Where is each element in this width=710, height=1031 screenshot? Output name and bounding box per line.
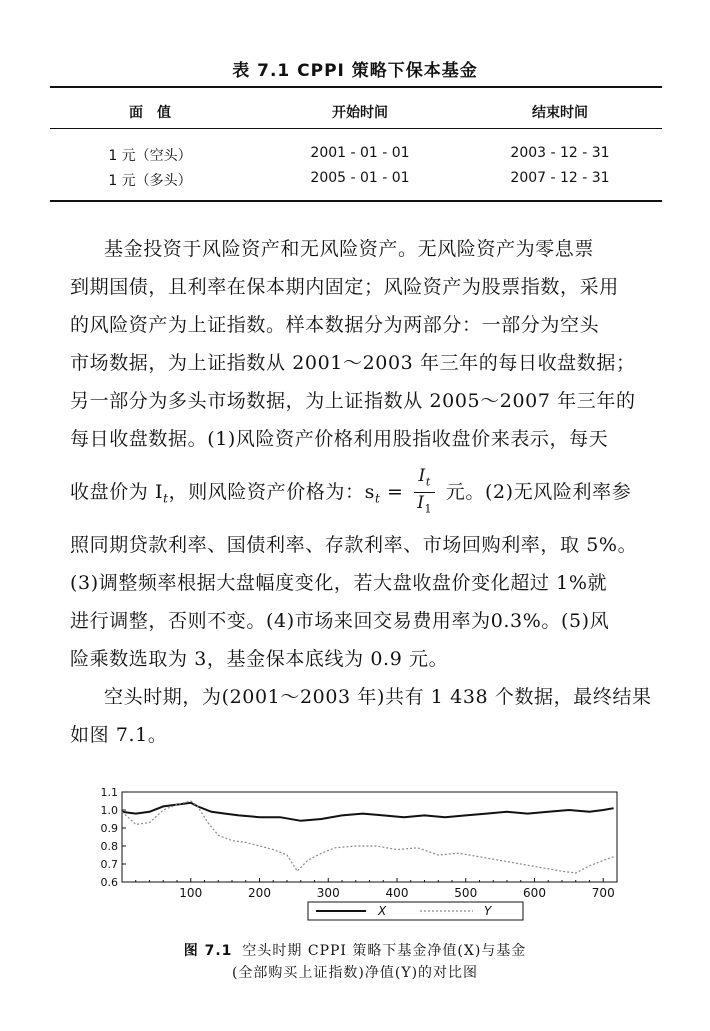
- line7-eq: =: [380, 480, 411, 503]
- y-tick-label: 0.7: [100, 858, 118, 871]
- cell-r1-start: 2001 - 01 - 01: [310, 145, 410, 161]
- y-tick-label: 1.1: [100, 786, 118, 799]
- header-start-time: 开始时间: [332, 105, 388, 121]
- x-tick-label: 400: [385, 886, 409, 900]
- para-line-4: 市场数据，为上证指数从 2001～2003 年三年的每日收盘数据；: [70, 352, 636, 374]
- x-tick-label: 600: [523, 886, 546, 900]
- para-line-11: 险乘数选取为 3，基金保本底线为 0.9 元。: [70, 648, 449, 670]
- series-line-x: [122, 803, 614, 821]
- para-line-10: 进行调整，否则不变。(4)市场来回交易费用率为0.3%。(5)风: [70, 610, 610, 632]
- frac-denominator: I: [417, 493, 425, 514]
- figure-caption-text1: 空头时期 CPPI 策略下基金净值(X)与基金: [242, 943, 527, 959]
- frac-num-sub: t: [425, 475, 431, 489]
- para-line-7: [70, 466, 662, 520]
- cell-r1-face: 1 元（空头）: [108, 148, 192, 164]
- header-face-value: 面 值: [129, 105, 171, 121]
- x-tick-label: 200: [248, 886, 271, 900]
- para-line-8: 照同期贷款利率、国债利率、存款利率、市场回购利率，取 5%。: [70, 534, 638, 556]
- table-top-rule: [50, 86, 662, 88]
- x-tick-label: 300: [316, 886, 340, 900]
- para-line-1: 基金投资于风险资产和无风险资产。无风险资产为零息票: [104, 238, 595, 260]
- y-tick-label: 0.8: [100, 840, 118, 853]
- x-tick-label: 500: [454, 886, 478, 900]
- cppi-chart: [80, 780, 640, 925]
- line7-sub-t2: t: [374, 491, 381, 506]
- para-line-5: 另一部分为多头市场数据，为上证指数从 2005～2007 年三年的: [70, 390, 636, 412]
- para-line-3: 的风险资产为上证指数。样本数据分为两部分：一部分为空头: [70, 314, 600, 336]
- y-tick-label: 1.0: [100, 804, 118, 817]
- para-line-9: (3)调整频率根据大盘幅度变化，若大盘收盘价变化超过 1%就: [70, 572, 608, 594]
- x-tick-label: 700: [591, 886, 615, 900]
- legend-label-x: X: [378, 904, 387, 918]
- figure-caption-line2: (全部购买上证指数)净值(Y)的对比图: [231, 965, 479, 981]
- y-tick-label: 0.9: [100, 822, 118, 835]
- frac-den-sub: 1: [424, 502, 433, 516]
- table-title: 表 7.1 CPPI 策略下保本基金: [232, 61, 478, 81]
- header-end-time: 结束时间: [532, 105, 588, 121]
- table-bottom-rule: [50, 200, 662, 202]
- frac-numerator: I: [418, 466, 426, 486]
- legend-label-y: Y: [484, 904, 492, 918]
- line7-part-b: ，则风险资产价格为：s: [168, 480, 375, 503]
- cell-r2-start: 2005 - 01 - 01: [310, 170, 410, 186]
- para-line-2: 到期国债，且利率在保本期内固定；风险资产为股票指数，采用: [70, 276, 619, 298]
- figure-caption-line1: [0, 940, 710, 960]
- x-tick-label: 100: [179, 886, 203, 900]
- table-header-rule: [50, 128, 662, 129]
- cell-r1-end: 2003 - 12 - 31: [510, 145, 610, 161]
- line7-sub-t: t: [163, 491, 169, 506]
- cell-r2-end: 2007 - 12 - 31: [510, 170, 610, 186]
- figure-label: 图 7.1: [183, 943, 233, 959]
- price-fraction: [414, 466, 435, 520]
- line7-part-c: 元。(2)无风险利率参: [439, 480, 632, 503]
- line7-part-a: 收盘价为 I: [70, 480, 164, 503]
- para-line-12: 空头时期，为(2001～2003 年)共有 1 438 个数据，最终结果: [104, 686, 652, 708]
- y-tick-label: 0.6: [100, 876, 118, 889]
- para-line-6: 每日收盘数据。(1)风险资产价格利用股指收盘价来表示，每天: [70, 428, 609, 450]
- cell-r2-face: 1 元（多头）: [108, 173, 192, 189]
- para-line-13: 如图 7.1。: [70, 724, 168, 746]
